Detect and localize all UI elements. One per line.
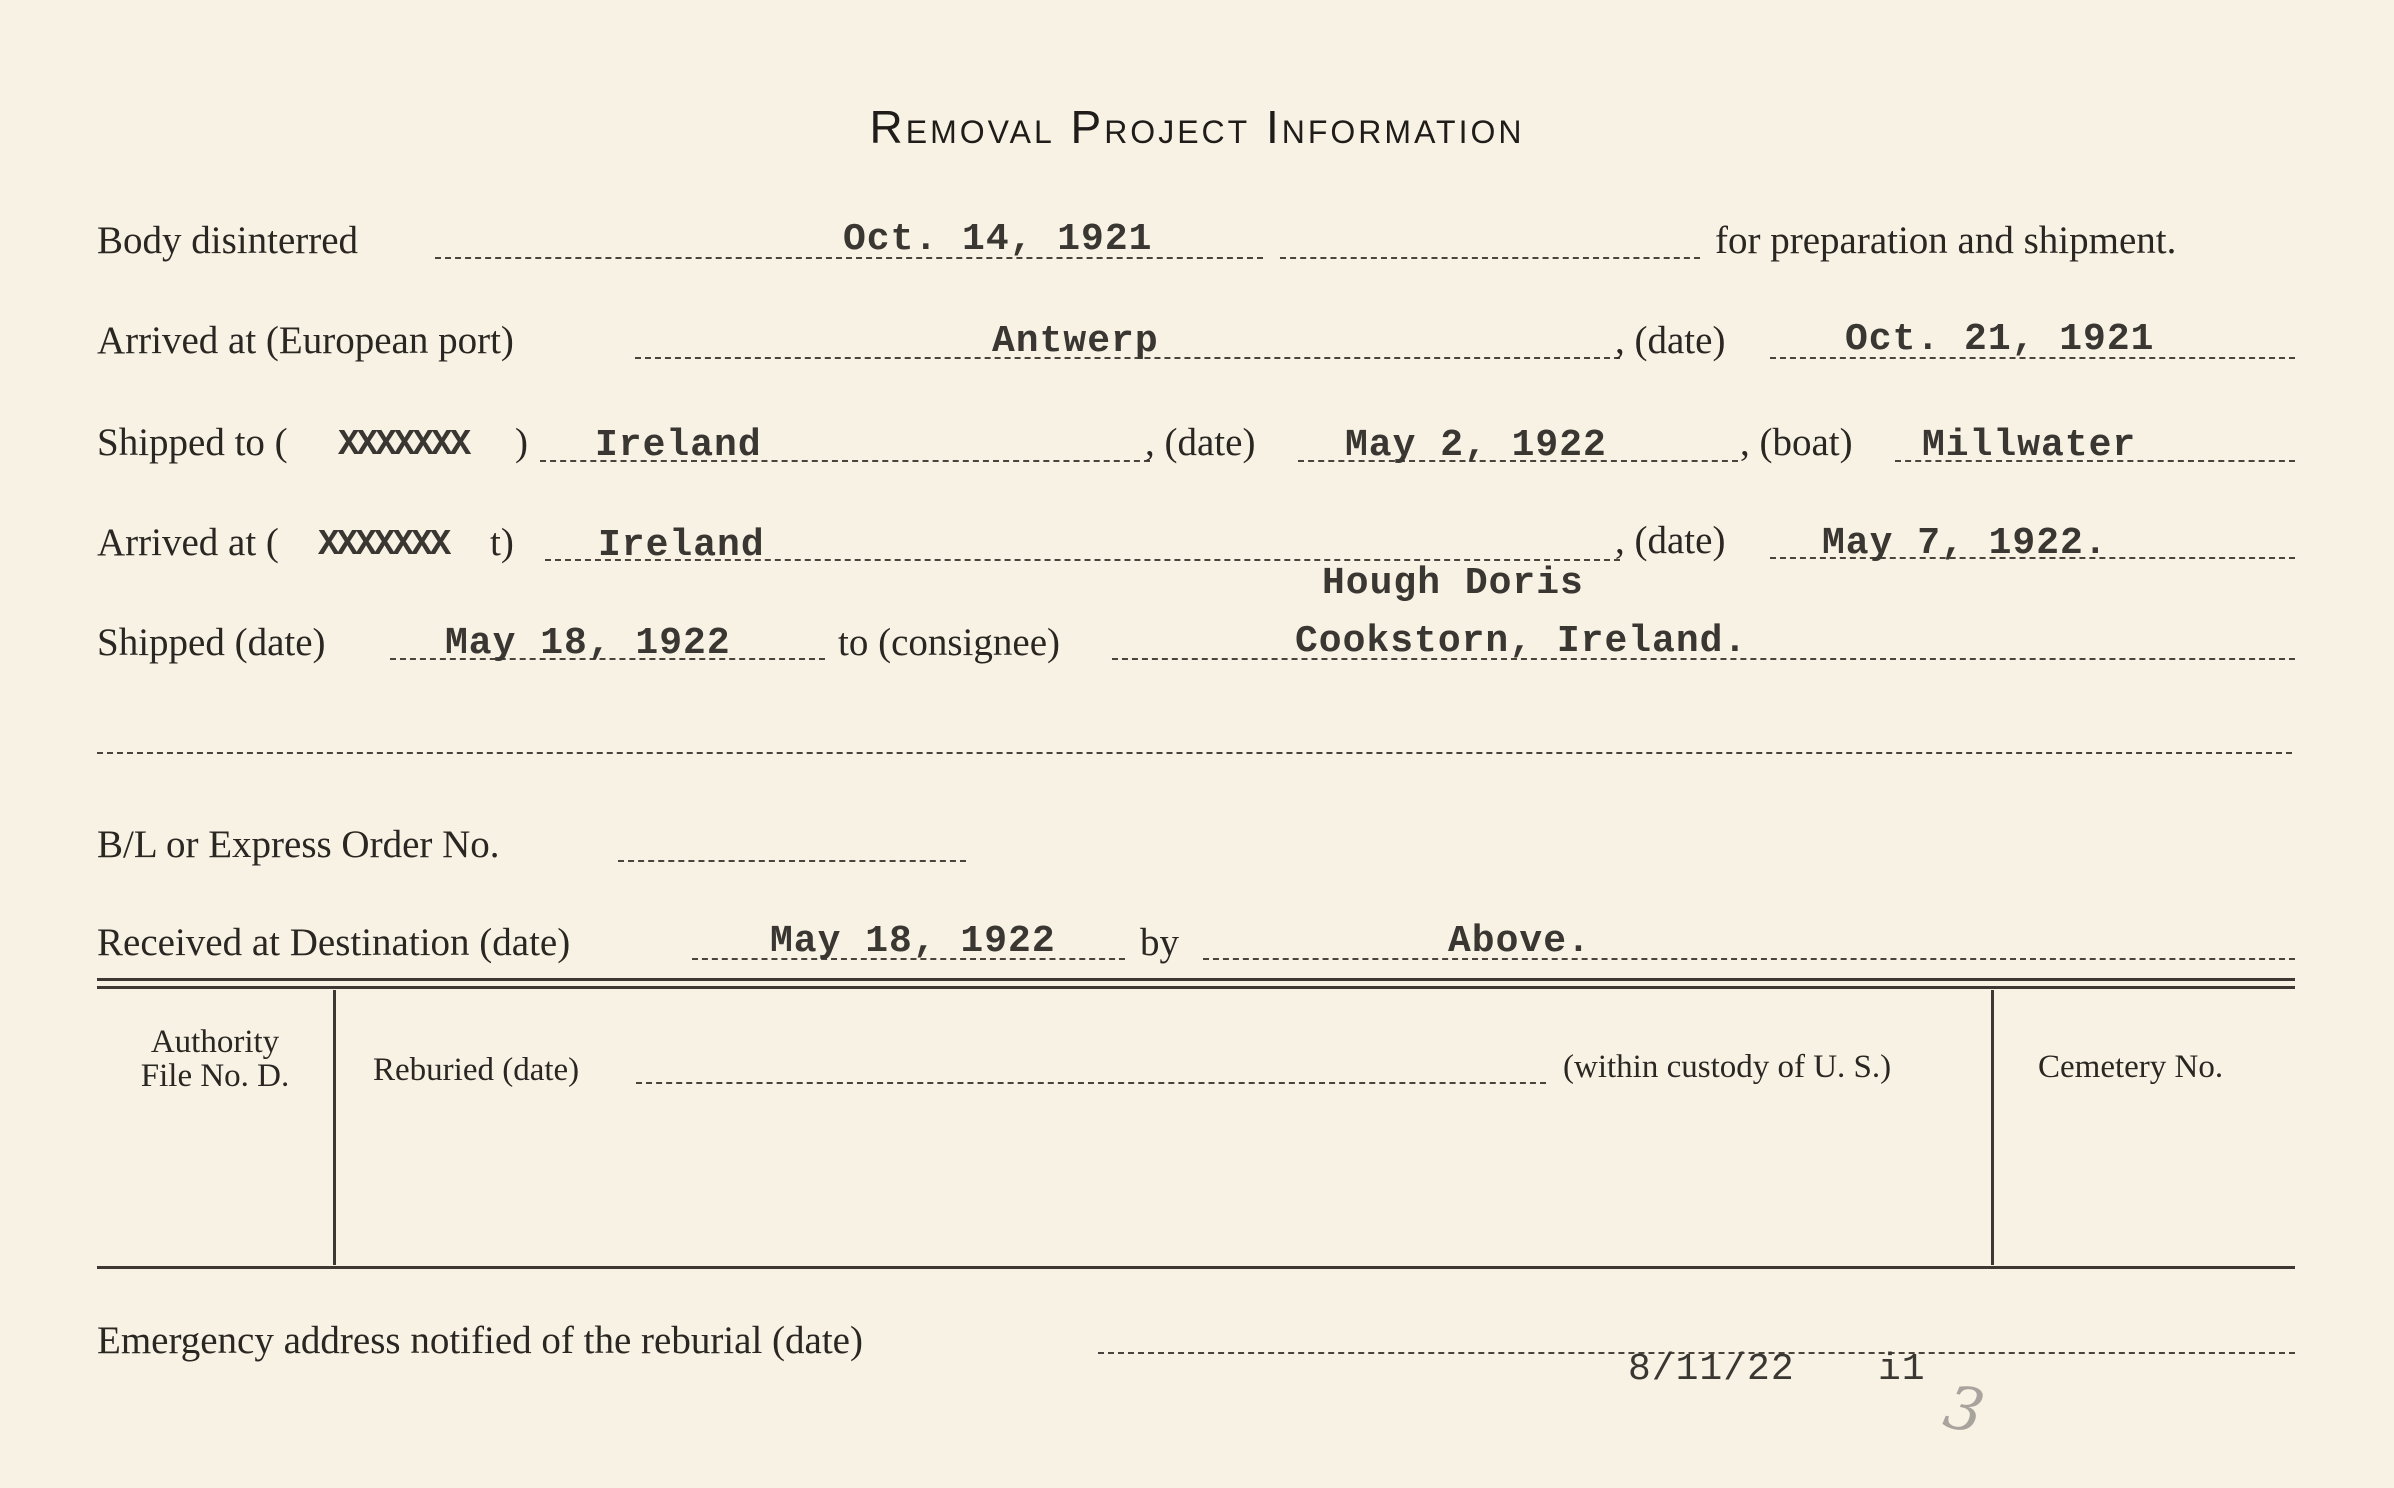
- arrived-at-struck: XXXXXXX: [318, 524, 449, 565]
- arrived-eu-date-label: , (date): [1615, 319, 1726, 362]
- bl-line: [618, 860, 966, 862]
- custody-note: (within custody of U. S.): [1563, 1049, 1892, 1085]
- table-divider-right: [1991, 990, 1994, 1265]
- table-divider-left: [333, 990, 336, 1265]
- shipped-to-boat-label: , (boat): [1740, 421, 1853, 464]
- shipped-to-struck: XXXXXXX: [338, 424, 469, 465]
- arrived-at-label-post: t): [490, 521, 514, 564]
- authority-line-2: File No. D.: [140, 1058, 290, 1094]
- arrived-at-date-label: , (date): [1615, 519, 1726, 562]
- shipped-to-label-pre: Shipped to (: [97, 421, 288, 464]
- authority-header: [110, 1025, 320, 1093]
- bl-label: B/L or Express Order No.: [97, 823, 500, 866]
- arrived-at-place: Ireland: [598, 524, 765, 567]
- disinterred-date: Oct. 14, 1921: [843, 218, 1153, 261]
- shipped-date: May 18, 1922: [445, 622, 731, 665]
- shipped-to-label-post: ): [515, 421, 528, 464]
- shipped-to-date-label: , (date): [1145, 421, 1256, 464]
- arrived-at-label-pre: Arrived at (: [97, 521, 279, 564]
- shipped-to-boat: Millwater: [1922, 424, 2137, 467]
- consignee-label: to (consignee): [838, 621, 1061, 664]
- blank-line: [97, 752, 2292, 754]
- disinterred-label: Body disinterred: [97, 219, 359, 262]
- reburied-label: Reburied (date): [373, 1052, 580, 1088]
- received-by-label: by: [1140, 921, 1179, 964]
- emergency-label: Emergency address notified of the reburial (date): [97, 1319, 863, 1362]
- table-top-rule-2: [97, 986, 2295, 989]
- card-title: Removal Project Information: [869, 101, 1525, 153]
- shipped-to-place: Ireland: [595, 424, 762, 467]
- disinterred-line-2: [1280, 257, 1700, 259]
- arrived-at-date: May 7, 1922.: [1822, 522, 2108, 565]
- shipped-date-label: Shipped (date): [97, 621, 326, 664]
- consignee-name: Hough Doris: [1322, 562, 1584, 605]
- reburied-line: [636, 1082, 1546, 1084]
- received-by-line: [1203, 958, 2295, 960]
- arrived-eu-label: Arrived at (European port): [97, 319, 514, 362]
- table-top-rule-1: [97, 978, 2295, 981]
- shipped-to-date: May 2, 1922: [1345, 424, 1607, 467]
- table-bottom-rule: [97, 1266, 2295, 1269]
- received-date: May 18, 1922: [770, 920, 1056, 963]
- pencil-mark: 3: [1938, 1371, 1991, 1449]
- received-label: Received at Destination (date): [97, 921, 571, 964]
- disinterred-suffix: for preparation and shipment.: [1715, 219, 2177, 262]
- received-by: Above.: [1448, 920, 1591, 963]
- authority-line-1: Authority: [150, 1024, 280, 1060]
- consignee-place: Cookstorn, Ireland.: [1295, 620, 1748, 663]
- arrived-eu-port: Antwerp: [992, 320, 1159, 363]
- emergency-date: 8/11/22: [1628, 1348, 1795, 1391]
- cemetery-header: Cemetery No.: [2038, 1049, 2224, 1085]
- arrived-eu-date: Oct. 21, 1921: [1845, 318, 2155, 361]
- emergency-code: i1: [1878, 1348, 1926, 1391]
